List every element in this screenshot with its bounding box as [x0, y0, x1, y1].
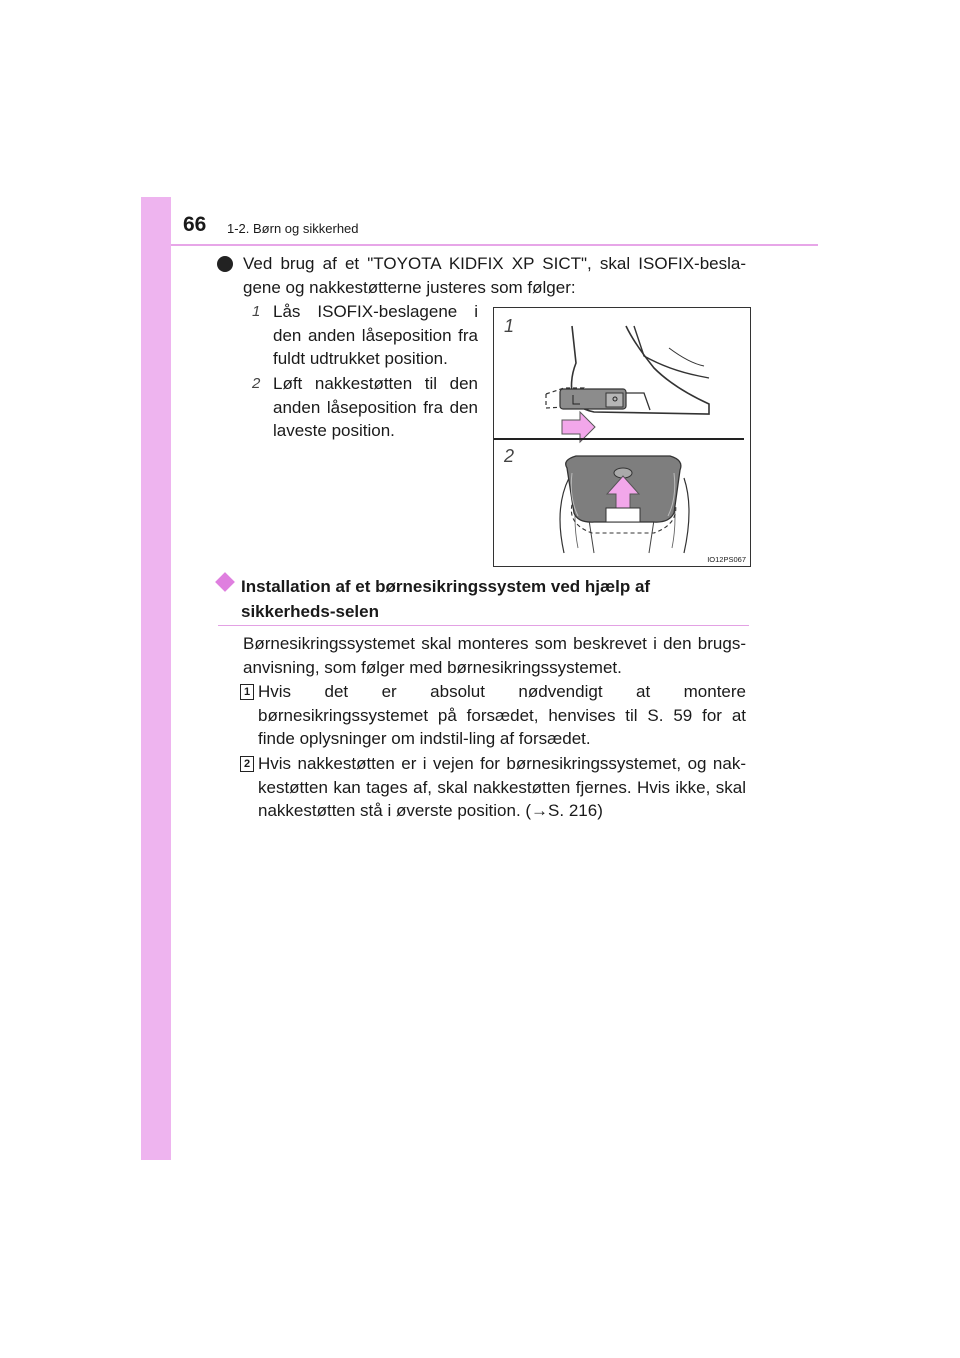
item-2-text: Hvis nakkestøtten er i vejen for børnesikringssystemet, og nak-kestøtten kan tages af, skal nakkestøtten fjernes. Hvis ikke, skal nakkestøtten stå i øverste position. (→S. 216) — [258, 754, 746, 820]
isofix-headrest-illustration — [493, 307, 751, 567]
item-1-number-box: 1 — [240, 684, 254, 700]
subsection-rule — [218, 625, 749, 626]
page-number: 66 — [183, 213, 207, 236]
bullet-icon — [217, 256, 233, 272]
step-1-number-icon: 1 — [252, 303, 261, 320]
diamond-icon — [215, 572, 235, 592]
side-color-bar — [141, 197, 171, 1160]
figure-code: IO12PS067 — [707, 555, 746, 564]
item-1-text: Hvis det er absolut nødvendigt at montere børnesikringssystemet på forsædet, henvises til S. 59 for at finde oplysninger om indstil-ling af forsædet. — [258, 682, 746, 748]
subsection-intro: Børnesikringssystemet skal monteres som beskrevet i den brugs-anvisning, som følger med børnesikringssystemet. — [243, 634, 746, 677]
step-1-text: Lås ISOFIX-beslagene i den anden låseposition fra fuldt udtrukket position. — [273, 302, 478, 368]
subsection-heading: Installation af et børnesikringssystem ved hjælp af sikkerheds-selen — [241, 577, 651, 621]
step-2-number-icon: 2 — [252, 375, 261, 392]
step-2-text: Løft nakkestøtten til den anden låseposition fra den laveste position. — [273, 374, 478, 440]
section-title: 1-2. Børn og sikkerhed — [227, 221, 359, 236]
panel-1-label-icon: 1 — [504, 316, 515, 336]
item-2-number-box: 2 — [240, 756, 254, 772]
panel-2-label-icon: 2 — [504, 446, 515, 466]
intro-bullet-text: Ved brug af et "TOYOTA KIDFIX XP SICT", skal ISOFIX-besla-gene og nakkestøtterne justeres som følger: — [243, 254, 746, 297]
figure-drawing — [494, 308, 752, 568]
header-rule — [171, 244, 818, 246]
